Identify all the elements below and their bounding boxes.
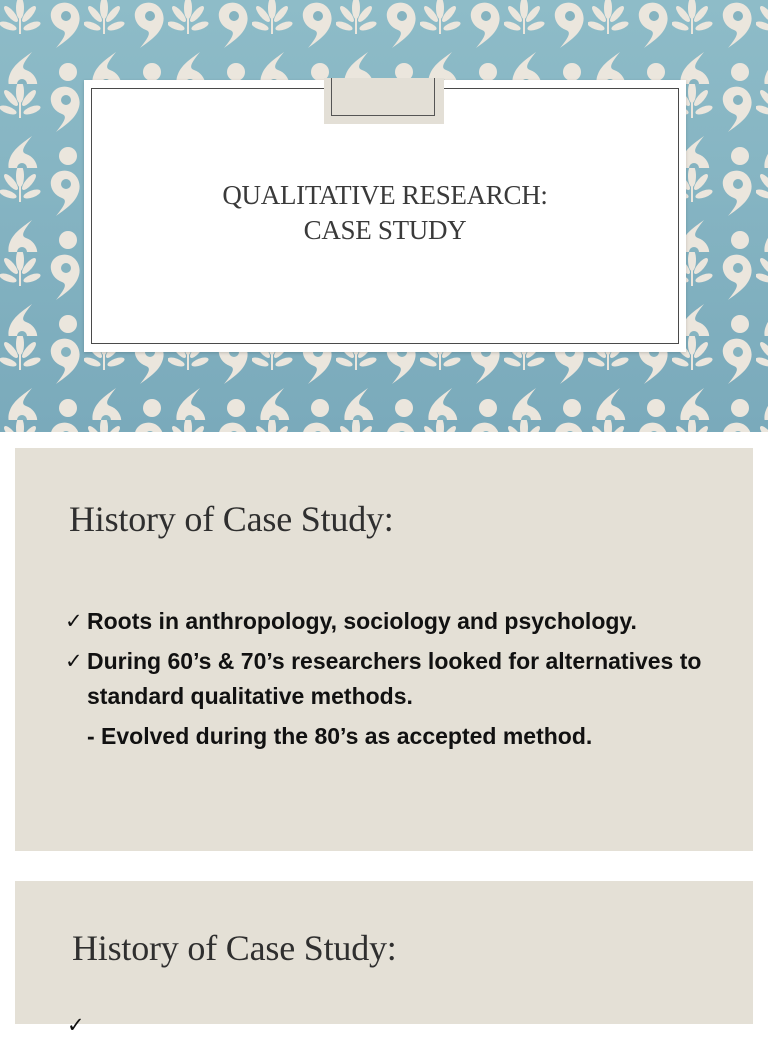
bullet-text: - Evolved during the 80’s as accepted method. <box>87 723 593 749</box>
check-mark-icon: ✓ <box>65 649 83 673</box>
bullet-text: Roots in anthropology, sociology and psychology. <box>87 608 637 634</box>
title-card-tab-frame <box>331 78 435 116</box>
slide-heading: History of Case Study: <box>72 928 397 968</box>
slide-title-line-1: QUALITATIVE RESEARCH: <box>222 180 548 210</box>
bullet-list <box>65 604 705 759</box>
bullet-item <box>65 604 705 639</box>
slide-title-line-2: CASE STUDY <box>303 215 467 245</box>
slide-heading: History of Case Study: <box>69 499 394 539</box>
history-slide-continued <box>15 881 753 1037</box>
check-mark-icon: ✓ <box>65 609 83 633</box>
bullet-item-sub <box>65 719 705 754</box>
title-card <box>84 80 686 352</box>
slide-title <box>84 178 686 248</box>
bullet-item <box>65 644 705 714</box>
title-slide <box>0 0 768 432</box>
check-mark-icon: ✓ <box>67 1013 85 1037</box>
title-card-tab <box>324 78 444 124</box>
history-slide <box>15 448 753 851</box>
bullet-text: During 60’s & 70’s researchers looked for alternatives to standard qualitative methods. <box>87 648 702 709</box>
